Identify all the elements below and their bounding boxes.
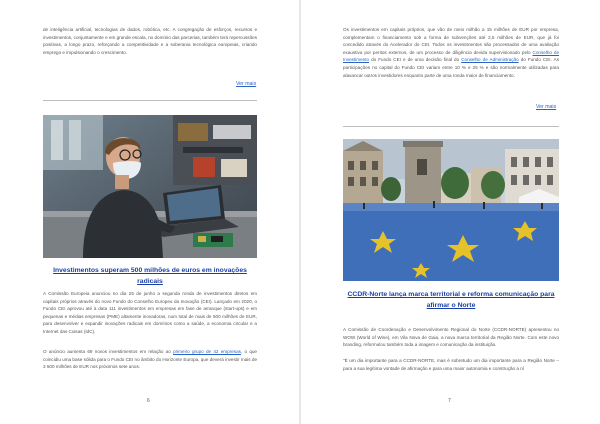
- divider: [343, 126, 559, 127]
- article-body: A Comissão de Coordenação e Desenvolvimento Regional do Norte (CCDR-NORTE) apresentou no WOW (World of Wine), em Vila Nova de Gaia, a nova marca territorial da Região Norte. Com este novo branding, reformulou também toda a imagem e comunicação da instituição.: [343, 327, 559, 348]
- article-headline[interactable]: Investimentos superam 500 milhões de euros em inovações radicais: [53, 267, 247, 285]
- paragraph-text: O anúncio aumenta 69 novos investimentos em relação ao: [43, 349, 174, 354]
- investment-council-link[interactable]: Conselho de Investimento: [343, 49, 560, 63]
- paragraph-text: Os investimentos em capitais próprios, que vão de meio milhão a 15 milhões de EUR por empresa, complementam o financiamento sob a forma de subvenções até 2,5 milhões de EUR, que já foi concedido através do Acelerador do CEI. Todos os investimentos são processados de uma avaliação exaustiva por peritos externos, de um processo de diligência devida supervisionado pelo: [343, 27, 559, 55]
- page-number: 7: [448, 398, 451, 404]
- read-more-link[interactable]: Ver mais: [536, 104, 557, 110]
- paragraph-text: do Fundo CEI. As participações no capital do Fundo CEI variam entre 10 % e 25 % e são normalmente utilizadas para alavancar outros investidores enquanto parte de uma ronda maior de financiamento.: [343, 57, 559, 78]
- intro-paragraph: [343, 26, 559, 79]
- first-group-link[interactable]: primeiro grupo de 42 empresas: [173, 349, 241, 354]
- paragraph-text: , o que coincidiu uma base sólida para o Fundo CEI no âmbito do Horizonte Europa, que deverá investir mais de 3 500 milhões de EUR nos próximos sete anos.: [43, 349, 257, 370]
- right-page: [301, 0, 600, 424]
- article-headline[interactable]: CCDR-Norte lança marca territorial e reforma comunicação para afirmar o Norte: [347, 291, 555, 309]
- town-square-stars-photo: [343, 139, 559, 281]
- intro-paragraph: de inteligência artificial, tecnologias de dados, robótica, etc. A congregação de esforços, recursos e investimentos, conjuntamente e em grande escala, no domínio das parcerias, também terá repercussões positivas, a longo prazo, reforçando a competitividade e a soberania tecnológica europeias, criando emprego e impulsionando o crescimento.: [43, 27, 257, 55]
- article-paragraph-2: [43, 348, 257, 371]
- page-number: 6: [147, 398, 150, 404]
- article-body: A Comissão Europeia anunciou no dia 25 de junho a segunda ronda de investimentos diretos em capitais próprios através do novo Fundo do Conselho Europeu da Inovação (CEI). Lançado em 2020, o Fundo CEI aprovou até à data 111 investimentos em empresas em fase de arranque (start-ups) e em pequenas e médias empresas (PME) altamente inovadoras, num total de mais de 500 milhões de EUR, para desenvolver e expandir inovações radicais em domínios como a saúde, a economia circular e a Internet das Coisas (IdC).: [43, 291, 257, 334]
- quote-paragraph: "É um dia importante para a CCDR-NORTE, mas é sobretudo um dia importante para a Região Norte – para a sua legítima vontade de afirmação e para uma maior autonomia e construção a ní: [343, 358, 559, 371]
- engineer-laptop-lab-photo: [43, 115, 257, 258]
- left-page: [0, 0, 299, 424]
- divider: [43, 100, 257, 101]
- board-of-directors-link[interactable]: Conselho de Administração: [461, 57, 519, 63]
- read-more-link[interactable]: Ver mais: [236, 81, 257, 87]
- paragraph-text: do Fundo CEI e de uma decisão final do: [369, 57, 462, 63]
